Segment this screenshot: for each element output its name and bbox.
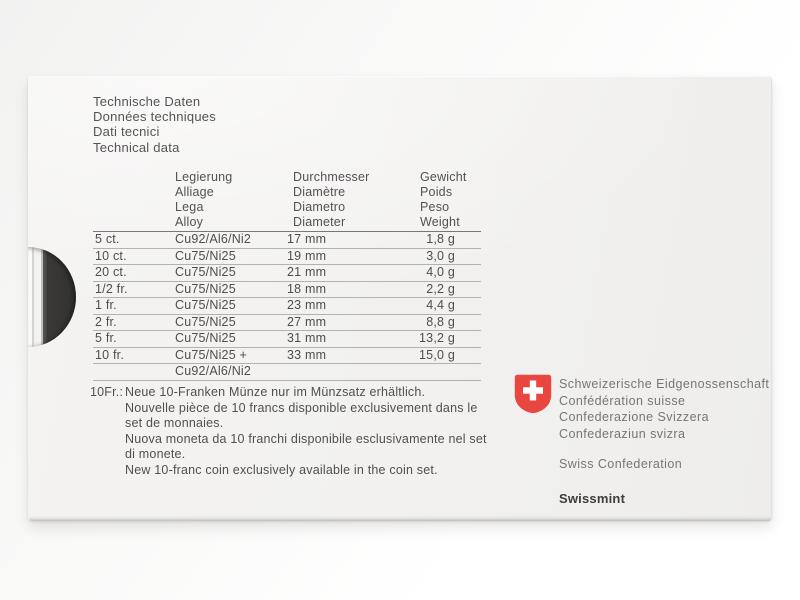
alloy-cell: Cu75/Ni25 [175, 314, 236, 329]
table-row [93, 298, 481, 315]
alloy-cell: Cu75/Ni25 + [175, 347, 248, 362]
swiss-federal-logo [514, 374, 769, 442]
weight-cell: 1,8 g [426, 232, 455, 246]
weight-cell [397, 364, 481, 380]
weight-cell: 15,0 g [419, 347, 455, 362]
denomination-cell: 10 fr. [95, 347, 124, 362]
footnote-line-fr-wrap: set de monnaies. [125, 416, 224, 431]
weight-header [397, 170, 481, 230]
title-line-it: Dati tecnici [93, 124, 160, 140]
weight-cell: 4,0 g [426, 265, 455, 279]
diameter-header [287, 170, 397, 230]
footnote-line-de: Neue 10-Franken Münze nur im Münzsatz erhältlich. [125, 385, 426, 399]
footnote-line-fr: Nouvelle pièce de 10 francs disponible exclusivement dans le [125, 400, 478, 415]
diameter-cell: 19 mm [287, 248, 327, 263]
spec-table [93, 170, 481, 381]
table-row [93, 331, 481, 348]
denomination-cell: 1 fr. [95, 298, 117, 312]
table-row [93, 232, 481, 249]
footnote-line-it-wrap: di monete. [125, 447, 186, 462]
title-line-de: Technische Daten [93, 94, 201, 109]
title-block [93, 94, 216, 155]
diameter-header-line: Diameter [293, 215, 346, 229]
diameter-cell: 31 mm [287, 331, 327, 345]
diameter-cell: 23 mm [287, 298, 327, 312]
alloy-cell: Cu75/Ni25 [175, 281, 236, 296]
denomination-cell: 5 ct. [95, 232, 120, 246]
alloy-cell: Cu75/Ni25 [175, 298, 236, 312]
swiss-confederation-label: Swiss Confederation [559, 457, 683, 471]
alloy-header-line: Legierung [175, 170, 233, 184]
weight-cell: 2,2 g [426, 281, 455, 296]
weight-header-line: Poids [420, 185, 453, 199]
diameter-header-line: Durchmesser [293, 170, 370, 184]
table-header-row [93, 170, 481, 232]
title-line-en: Technical data [93, 139, 180, 155]
alloy-header-line: Lega [175, 200, 204, 214]
denomination-cell: 2 fr. [95, 314, 117, 329]
alloy-header-line: Alliage [175, 185, 214, 199]
alloy-header [175, 170, 287, 230]
federal-wordmark [559, 374, 769, 442]
diameter-header-line: Diamètre [293, 185, 346, 199]
swissmint-brand: Swissmint [559, 491, 626, 506]
federal-wordmark-line-it: Confederazione Svizzera [559, 410, 710, 425]
title-line-fr: Données techniques [93, 109, 217, 125]
footnote-line-en: New 10-franc coin exclusively available in the coin set. [125, 462, 438, 477]
diameter-header-line: Diametro [293, 200, 346, 214]
diameter-cell: 33 mm [287, 347, 327, 362]
swiss-cross-shield-icon [514, 374, 552, 414]
denomination-cell: 10 ct. [95, 248, 127, 263]
weight-header-line: Weight [420, 215, 460, 229]
weight-header-line: Gewicht [420, 170, 467, 184]
alloy-cell: Cu92/Al6/Ni2 [175, 232, 252, 246]
alloy-header-line: Alloy [175, 215, 204, 229]
table-row [93, 315, 481, 332]
footnote-label: 10Fr.: [90, 385, 124, 399]
table-row [93, 348, 481, 365]
diameter-cell: 21 mm [287, 265, 327, 279]
footnote-lines [125, 385, 487, 479]
weight-header-line: Peso [420, 200, 450, 214]
denomination-cell: 1/2 fr. [95, 281, 128, 296]
diameter-cell: 17 mm [287, 232, 327, 246]
footnote-line-it: Nuova moneta da 10 franchi disponibile esclusivamente nel set [125, 431, 487, 446]
table-row [93, 249, 481, 266]
diameter-cell [287, 364, 397, 380]
table-row-continuation [93, 364, 481, 381]
denomination-header [93, 170, 175, 230]
diameter-cell: 18 mm [287, 281, 327, 296]
thumb-cutout [28, 247, 76, 347]
weight-cell: 13,2 g [419, 331, 455, 345]
table-row [93, 282, 481, 299]
federal-wordmark-line-de: Schweizerische Eidgenossenschaft [559, 377, 770, 391]
coin-set-packaging-back [28, 76, 772, 521]
denomination-cell: 20 ct. [95, 265, 127, 279]
alloy-cell: Cu75/Ni25 [175, 331, 236, 345]
federal-wordmark-line-rm: Confederaziun svizra [559, 426, 686, 441]
federal-wordmark-line-fr: Confédération suisse [559, 393, 686, 408]
denomination-cell [93, 364, 175, 380]
alloy-cell: Cu92/Al6/Ni2 [175, 364, 252, 378]
table-row [93, 265, 481, 282]
weight-cell: 8,8 g [426, 314, 455, 329]
denomination-cell: 5 fr. [95, 331, 117, 345]
weight-cell: 4,4 g [426, 298, 455, 312]
alloy-cell: Cu75/Ni25 [175, 248, 236, 263]
alloy-cell: Cu75/Ni25 [175, 265, 236, 279]
diameter-cell: 27 mm [287, 314, 327, 329]
footnote [90, 385, 487, 479]
weight-cell: 3,0 g [426, 248, 455, 263]
